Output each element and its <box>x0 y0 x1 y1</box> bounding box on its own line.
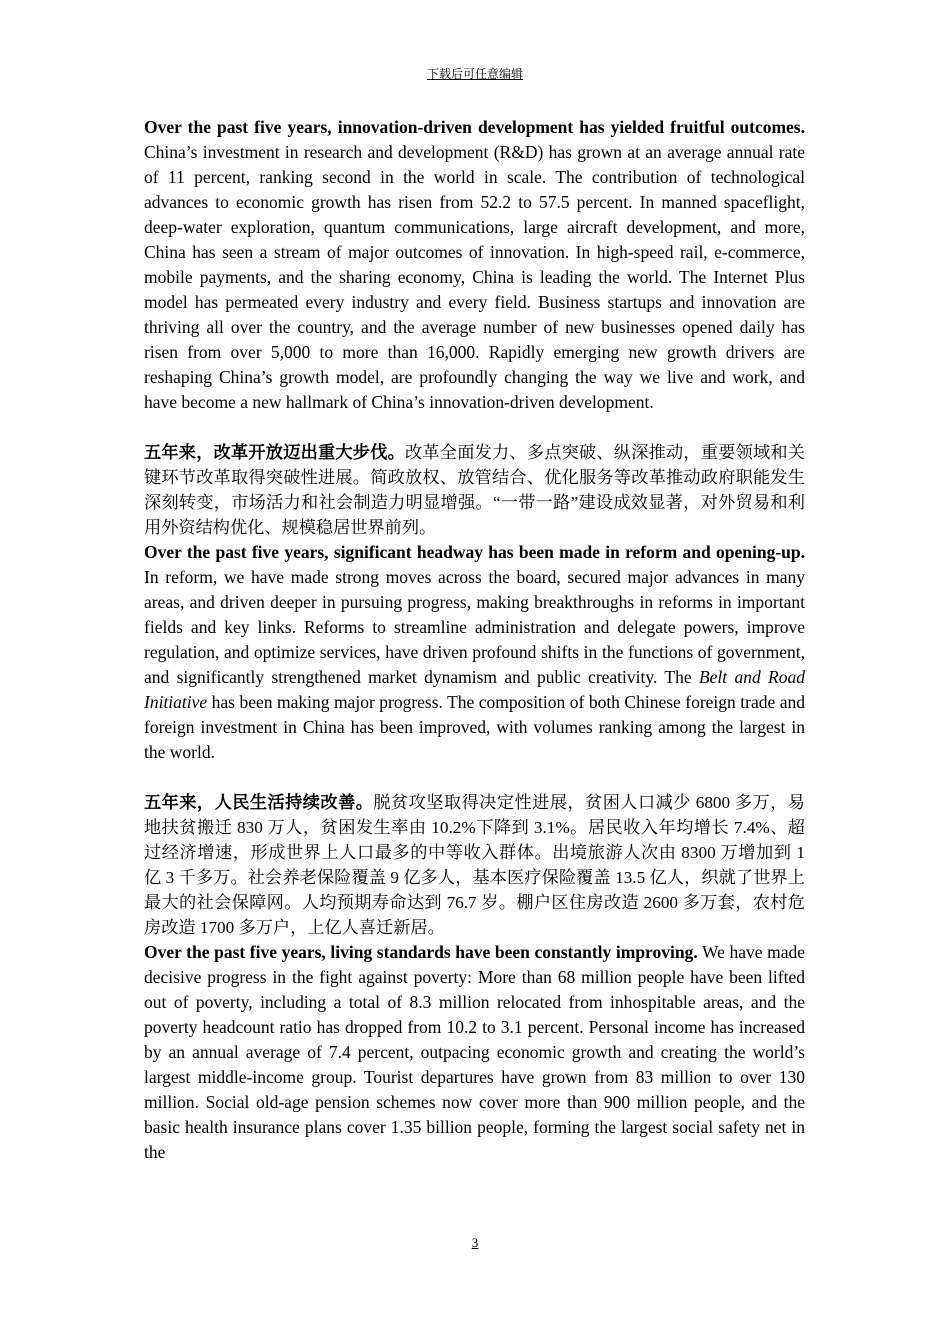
italic-term: Belt and Road Initiative <box>144 667 805 712</box>
paragraph-body: 脱贫攻坚取得决定性进展，贫困人口减少 6800 多万，易地扶贫搬迁 830 万人，贫困发生率由 10.2%下降到 3.1%。居民收入年均增长 7.4%、超过经济增速，形成世界上人口最多的中等收入群体。出境旅游人次由 8300 万增加到 1 亿 3 千多万。社会养老保险覆盖 9 亿多人，基本医疗保险覆盖 13.5 亿人，织就了世界上最大的社会保障网。人均预期寿命达到 76.7 岁。棚户区住房改造 2600 多万套，农村危房改造 1700 多万户，上亿人喜迁新居。 <box>144 793 805 937</box>
paragraph-lead: 五年来，人民生活持续改善。 <box>144 793 374 812</box>
paragraph-lead: Over the past five years, living standards have been constantly improving. <box>144 942 698 962</box>
paragraph-spacer <box>144 765 805 790</box>
paragraph-lead: 五年来，改革开放迈出重大步伐。 <box>144 443 405 462</box>
paragraph-lead: Over the past five years, innovation-driven development has yielded fruitful outcomes. <box>144 117 805 137</box>
paragraph-body: We have made decisive progress in the fight against poverty: More than 68 million people have been lifted out of poverty, including a total of 8.3 million relocated from inhospitable areas, and the poverty headcount ratio has dropped from 10.2 to 3.1 percent. Personal income has increased by an annual average of 7.4 percent, outpacing economic growth and creating the world’s largest middle-income group. Tourist departures have grown from 83 million to over 130 million. Social old-age pension schemes now cover more than 900 million people, and the basic health insurance plans cover 1.35 billion people, forming the largest social safety net in the <box>144 942 805 1162</box>
paragraph-body: China’s investment in research and development (R&D) has grown at an average annual rate of 11 percent, ranking second in the world in scale. The contribution of technological advances to economic growth has risen from 52.2 to 57.5 percent. In manned spaceflight, deep-water exploration, quantum communications, large aircraft development, and more, China has seen a stream of major outcomes of innovation. In high-speed rail, e-commerce, mobile payments, and the sharing economy, China is leading the world. The Internet Plus model has permeated every industry and every field. Business startups and innovation are thriving all over the country, and the average number of new businesses opened daily has risen from over 5,000 to more than 16,000. Rapidly emerging new growth drivers are reshaping China’s growth model, are profoundly changing the way we live and work, and have become a new hallmark of China’s innovation-driven development. <box>144 142 805 412</box>
paragraph-body: 改革全面发力、多点突破、纵深推动，重要领域和关键环节改革取得突破性进展。简政放权、放管结合、优化服务等改革推动政府职能发生深刻转变，市场活力和社会制造力明显增强。“一带一路”建设成效显著，对外贸易和利用外资结构优化、规模稳居世界前列。 <box>144 443 805 537</box>
paragraph-living-en <box>144 940 805 1165</box>
paragraph-reform-en <box>144 540 805 765</box>
paragraph-living-cn <box>144 790 805 940</box>
paragraph-reform-cn <box>144 440 805 540</box>
paragraph-innovation-en <box>144 115 805 415</box>
page-header: 下载后可任意编辑 <box>426 67 523 81</box>
paragraph-body: has been making major progress. The composition of both Chinese foreign trade and foreign investment in China has been improved, with volumes ranking among the largest in the world. <box>144 692 805 762</box>
paragraph-lead: Over the past five years, significant headway has been made in reform and opening-up. <box>144 542 805 562</box>
document-body <box>144 115 805 1165</box>
page-number: 3 <box>471 1235 479 1250</box>
paragraph-spacer <box>144 415 805 440</box>
paragraph-body: In reform, we have made strong moves across the board, secured major advances in many areas, and driven deeper in pursuing progress, making breakthroughs in reforms in important fields and key links. Reforms to streamline administration and delegate powers, improve regulation, and optimize services, have driven profound shifts in the functions of government, and significantly strengthened market dynamism and public creativity. The <box>144 567 805 687</box>
